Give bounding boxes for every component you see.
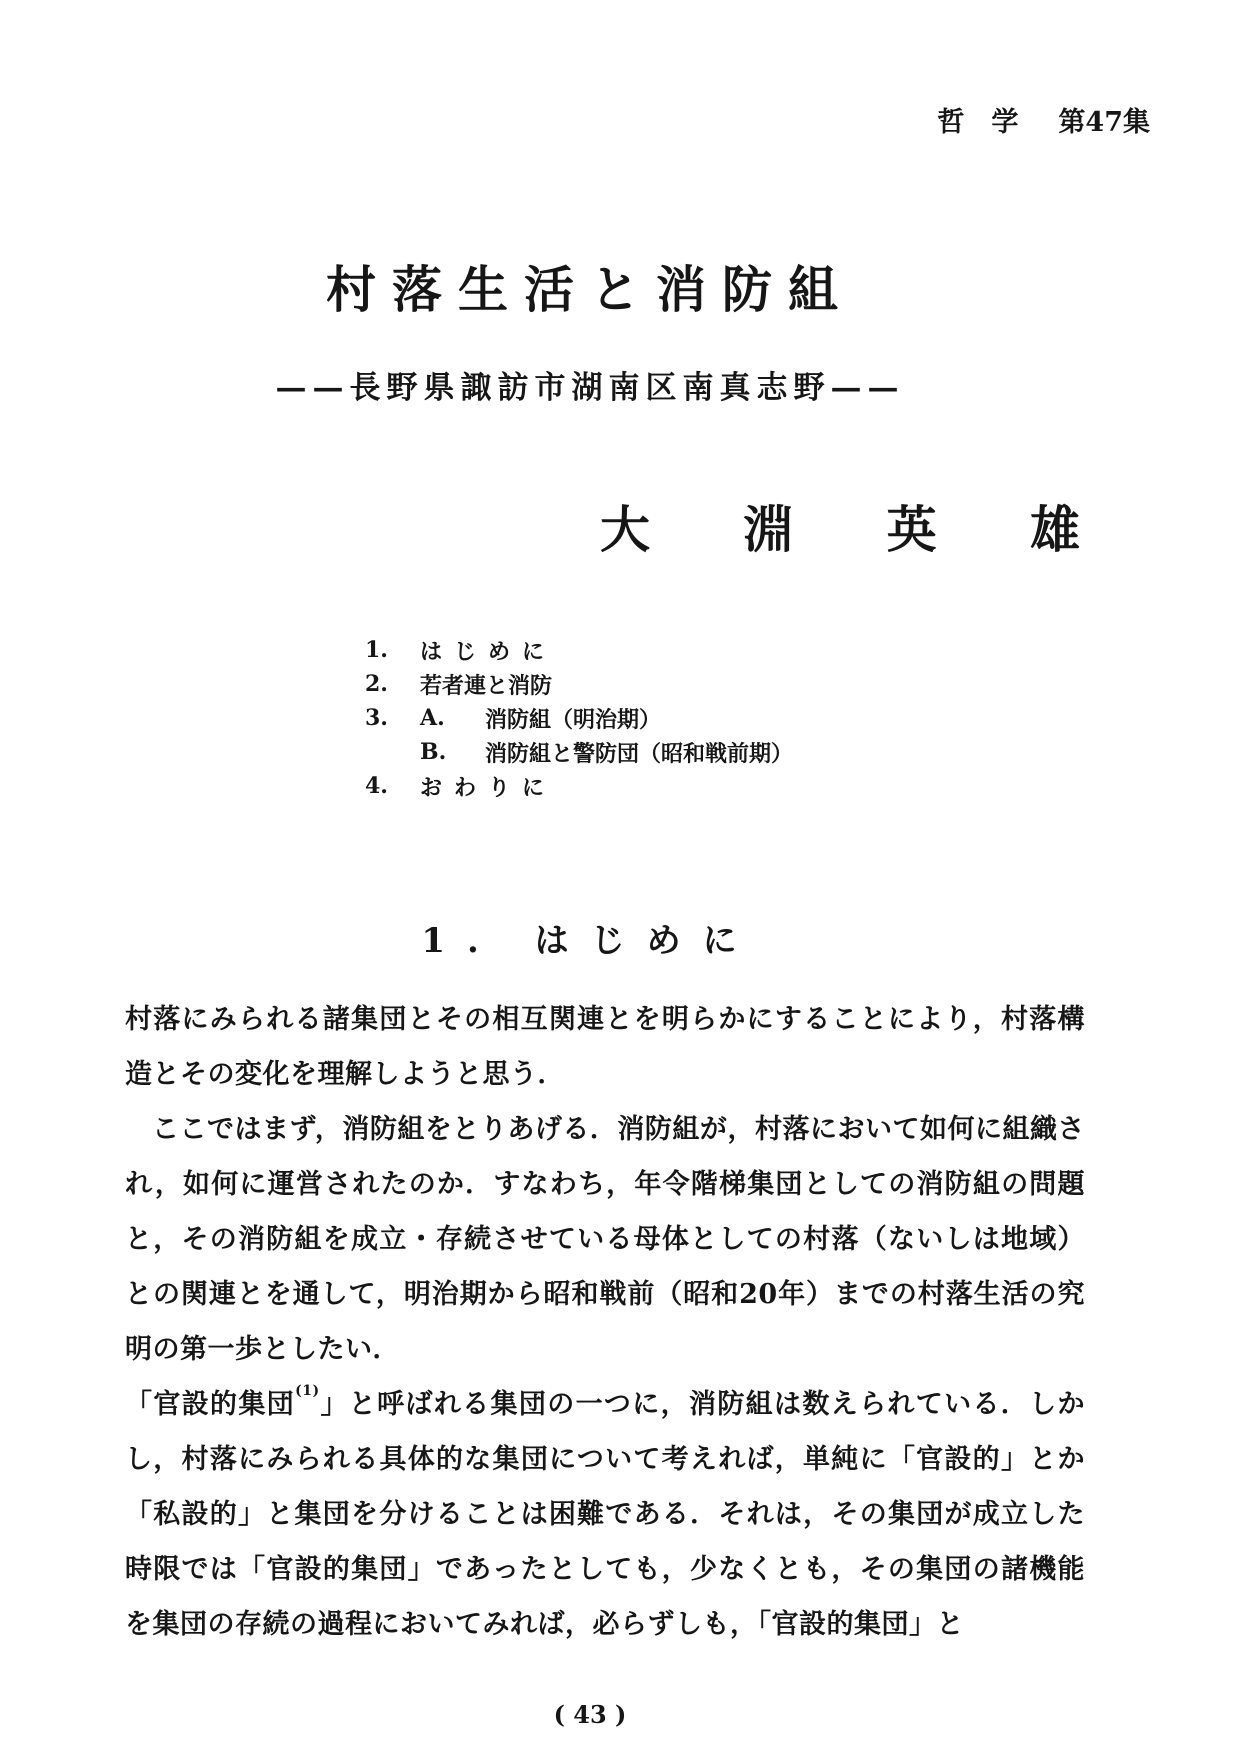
toc-label: おわりに [420,774,557,801]
toc-label: 若者連と消防 [420,672,553,699]
toc-label: はじめに [420,638,557,665]
author-char: 大 [600,500,650,559]
toc-number: 1. [365,637,388,663]
body-text [125,992,1085,1652]
toc-label: 消防組（明治期） [485,706,662,733]
paragraph-text: 」と呼ばれる集団の一つに，消防組は数えられている．しかし，村落にみられる具体的な集団について考えれば，単純に「官設的」とか「私設的」と集団を分けることは困難である．それは，その集団が成立した時限では「官設的集団」であったとしても，少なくとも，その集団の諸機能を集団の存続の過程においてみれば，必らずしも，「官設的集団」と [125,1389,1086,1640]
toc-number: 2. [365,671,388,697]
toc-subnumber: A. [420,705,445,731]
journal-volume: 第47集 [1058,107,1150,138]
footnote-marker: (1) [295,1383,320,1399]
toc-item [365,769,793,803]
author-char: 雄 [1029,500,1080,559]
article-subtitle: ——長野県諏訪市湖南区南真志野—— [275,370,905,406]
journal-name: 哲 学 [937,107,1019,138]
paragraph: ここではまず，消防組をとりあげる．消防組が，村落において如何に組織され，如何に運営されたのか．すなわち，年令階梯集団としての消防組の問題と，その消防組を成立・存続させている母体としての村落（ないしは地域）との関連とを通して，明治期から昭和戦前（昭和20年）までの村落生活の究明の第一歩としたい． [125,1114,1085,1365]
toc-number: 3. [365,705,388,731]
toc-item [365,701,793,735]
paragraph [125,1377,1085,1652]
table-of-contents [365,633,793,803]
section-heading: 1. はじめに [421,921,759,961]
journal-header [850,100,1150,139]
toc-number: 4. [365,773,388,799]
page-number: ( 43 ) [553,1700,627,1729]
toc-subnumber: B. [420,739,447,765]
author-char: 淵 [743,500,794,559]
author-name [600,490,1080,562]
toc-item [365,633,793,667]
paragraph: 村落にみられる諸集団とその相互関連とを明らかにすることにより，村落構造とその変化を理解しようと思う． [125,1004,1085,1090]
article-title: 村落生活と消防組 [326,260,854,319]
author-char: 英 [886,500,937,559]
paragraph-text: 「官設的集団 [125,1389,296,1420]
toc-item [365,735,793,769]
toc-label: 消防組と警防団（昭和戦前期） [485,740,794,767]
toc-item [365,667,793,701]
